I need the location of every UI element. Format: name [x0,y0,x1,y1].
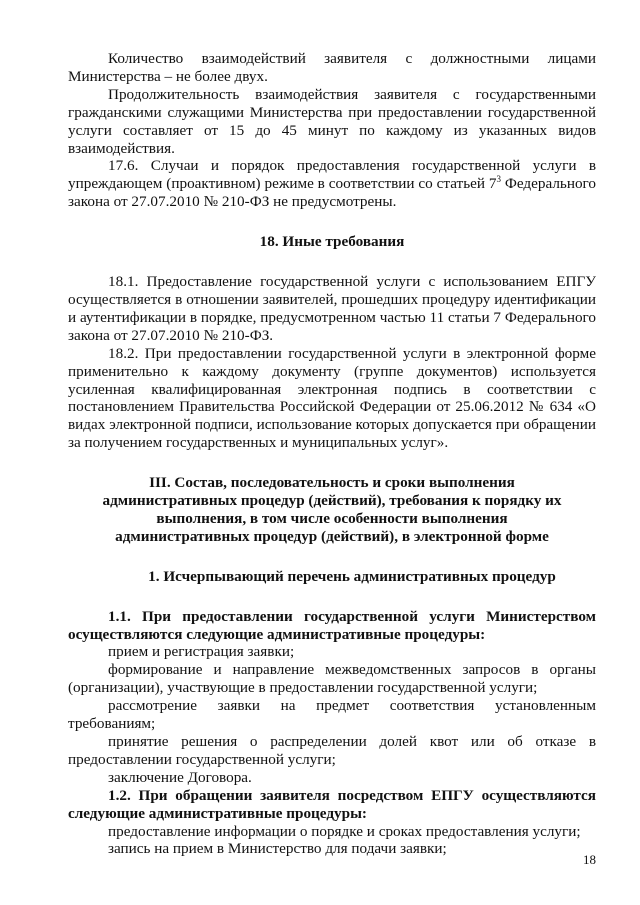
section-3-heading: III. Состав, последовательность и сроки выполнения административных процедур (действий), требования к порядку их выполнения, в том числе особенности выполнения административных процедур (действий), в электронной форме [102,474,562,545]
list-item: принятие решения о распределении долей квот или об отказе в предоставлении государственной услуги; [68,733,596,768]
subsection-1-heading: 1. Исчерпывающий перечень административных процедур [148,567,556,585]
document-page [68,50,596,858]
paragraph-interactions-count: Количество взаимодействий заявителя с должностными лицами Министерства – не более двух. [68,50,596,85]
list-item: рассмотрение заявки на предмет соответствия установленным требованиям; [68,697,596,733]
list-item: заключение Договора. [108,768,252,786]
page-number: 18 [583,852,596,867]
paragraph-18-1: 18.1. Предоставление государственной услуги с использованием ЕПГУ осуществляется в отношении заявителей, прошедших процедуру идентификации и аутентификации в порядке, предусмотренном частью 11 статьи 7 Федерального закона от 27.07.2010 № 210-ФЗ. [68,273,596,344]
list-item: формирование и направление межведомственных запросов в органы (организации), участвующие в предоставлении государственной услуги; [68,661,596,697]
p17-6-text-end: Федерального закона от 27.07.2010 № 210-ФЗ не предусмотрены. [68,175,596,211]
list-item: прием и регистрация заявки; [108,643,295,661]
p17-6-superscript: 3 [496,174,501,185]
paragraph-18-2: 18.2. При предоставлении государственной услуги в электронной форме применительно к каждому документу (группе документов) используется усиленная квалифицированная электронная подпись в соответствии с постановлением Правительства Российской Федерации от 25.06.2012 № 634 «О видах электронной подписи, использование которых допускается при обращении за получением государственных и муниципальных услуг». [68,344,596,452]
list-item: запись на прием в Министерство для подачи заявки; [108,840,447,858]
paragraph-1-1: 1.1. При предоставлении государственной услуги Министерством осуществляются следующие административные процедуры: [68,607,596,643]
list-item: предоставление информации о порядке и сроках предоставления услуги; [108,822,581,840]
section-18-heading: 18. Иные требования [259,233,405,251]
p17-6-text: 17.6. Случаи и порядок предоставления государственной услуги в упреждающем (проактивном) режиме в соответствии со статьей 7 [68,157,596,193]
paragraph-1-2: 1.2. При обращении заявителя посредством ЕПГУ осуществляются следующие административные процедуры: [68,786,596,822]
paragraph-17-6 [68,157,596,211]
paragraph-interaction-duration: Продолжительность взаимодействия заявителя с государственными гражданскими служащими Министерства при предоставлении государственной услуги составляет от 15 до 45 минут по каждому из указанных видов взаимодействия. [68,85,596,157]
